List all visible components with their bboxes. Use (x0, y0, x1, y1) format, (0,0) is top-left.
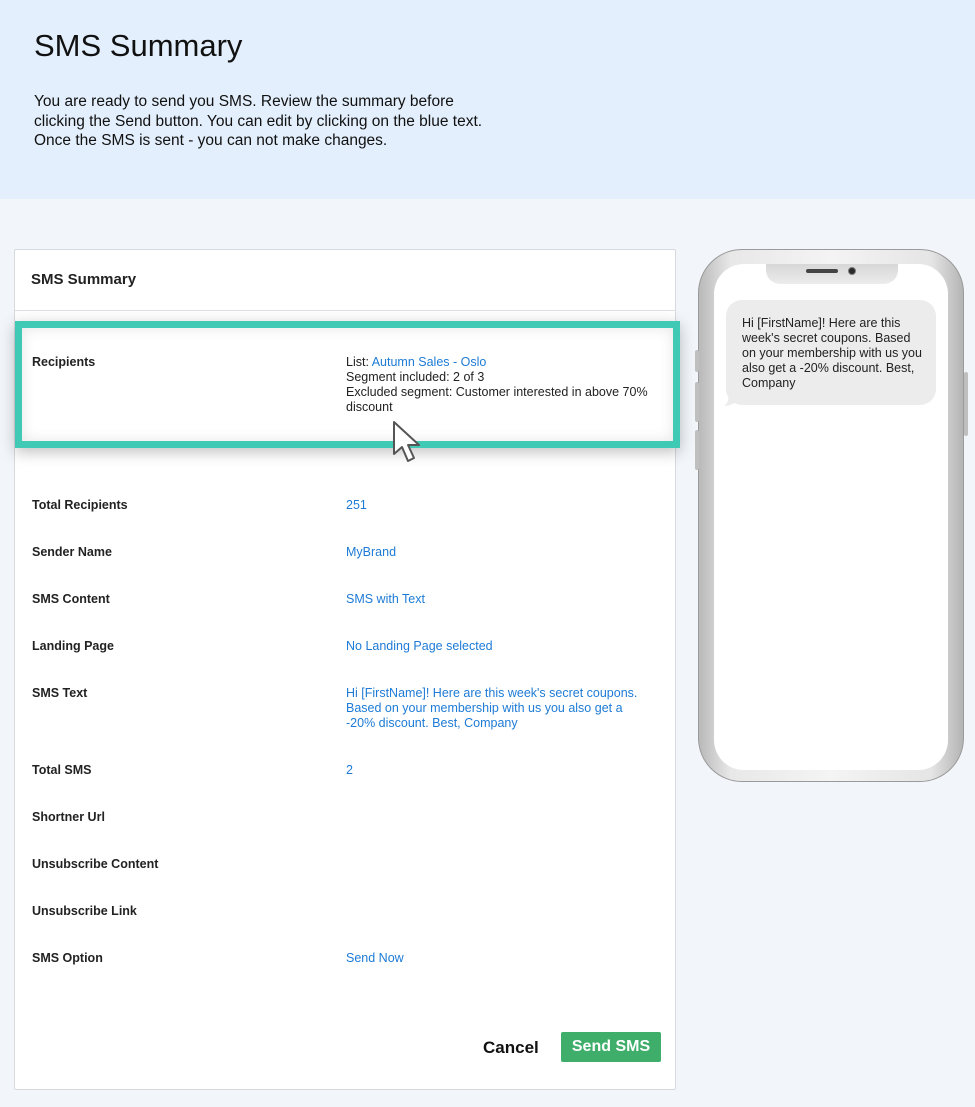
phone-volume-button (695, 382, 699, 422)
row-label: SMS Option (32, 951, 103, 965)
row-recipients (15, 355, 675, 415)
row-label: Unsubscribe Link (32, 904, 137, 918)
sms-option-link[interactable]: Send Now (346, 951, 404, 965)
segment-included: Segment included: 2 of 3 (346, 370, 485, 384)
row-label: Recipients (32, 355, 96, 369)
intro-text (34, 92, 514, 151)
phone-notch (766, 264, 898, 284)
row-label: Landing Page (32, 639, 114, 653)
intro-line: Once the SMS is sent - you can not make changes. (34, 132, 388, 149)
page-header (0, 0, 975, 199)
list-prefix: List: (346, 355, 372, 369)
total-recipients-link[interactable]: 251 (346, 498, 367, 512)
recipients-value (346, 355, 651, 415)
send-sms-button[interactable]: Send SMS (561, 1032, 661, 1062)
card-title: SMS Summary (31, 271, 137, 288)
page-title: SMS Summary (34, 28, 243, 63)
speaker-icon (806, 269, 838, 273)
row-label: SMS Content (32, 592, 110, 606)
intro-line: You are ready to send you SMS. Review the summary before (34, 93, 454, 110)
excluded-segment: Excluded segment: Customer interested in above 70% discount (346, 385, 648, 414)
sms-text-link[interactable]: Hi [FirstName]! Here are this week's secret coupons. Based on your membership with us you also get a -20% discount. Best, Company (346, 686, 638, 730)
row-label: Total SMS (32, 763, 92, 777)
total-sms-link[interactable]: 2 (346, 763, 353, 777)
phone-volume-button (695, 430, 699, 470)
landing-page-link[interactable]: No Landing Page selected (346, 639, 493, 653)
row-label: Total Recipients (32, 498, 128, 512)
sms-preview-bubble: Hi [FirstName]! Here are this week's secret coupons. Based on your membership with us you also get a -20% discount. Best, Company (726, 300, 936, 405)
recipients-list-link[interactable]: Autumn Sales - Oslo (371, 355, 487, 369)
phone-screen (714, 264, 948, 770)
intro-line: clicking the Send button. You can edit by clicking on the blue text. (34, 112, 483, 130)
summary-card (14, 249, 676, 1090)
cancel-button[interactable]: Cancel (483, 1038, 539, 1057)
row-label: Sender Name (32, 545, 112, 559)
row-label: Shortner Url (32, 810, 105, 824)
sender-name-link[interactable]: MyBrand (346, 545, 397, 559)
card-divider (15, 310, 675, 311)
phone-preview (698, 249, 964, 782)
sms-content-link[interactable]: SMS with Text (346, 592, 425, 606)
card-actions (15, 1031, 675, 1063)
phone-power-button (964, 372, 968, 436)
mouse-cursor-icon (391, 420, 425, 466)
camera-icon (848, 267, 856, 275)
row-label: Unsubscribe Content (32, 857, 159, 871)
row-label: SMS Text (32, 686, 88, 700)
phone-volume-button (695, 350, 699, 372)
